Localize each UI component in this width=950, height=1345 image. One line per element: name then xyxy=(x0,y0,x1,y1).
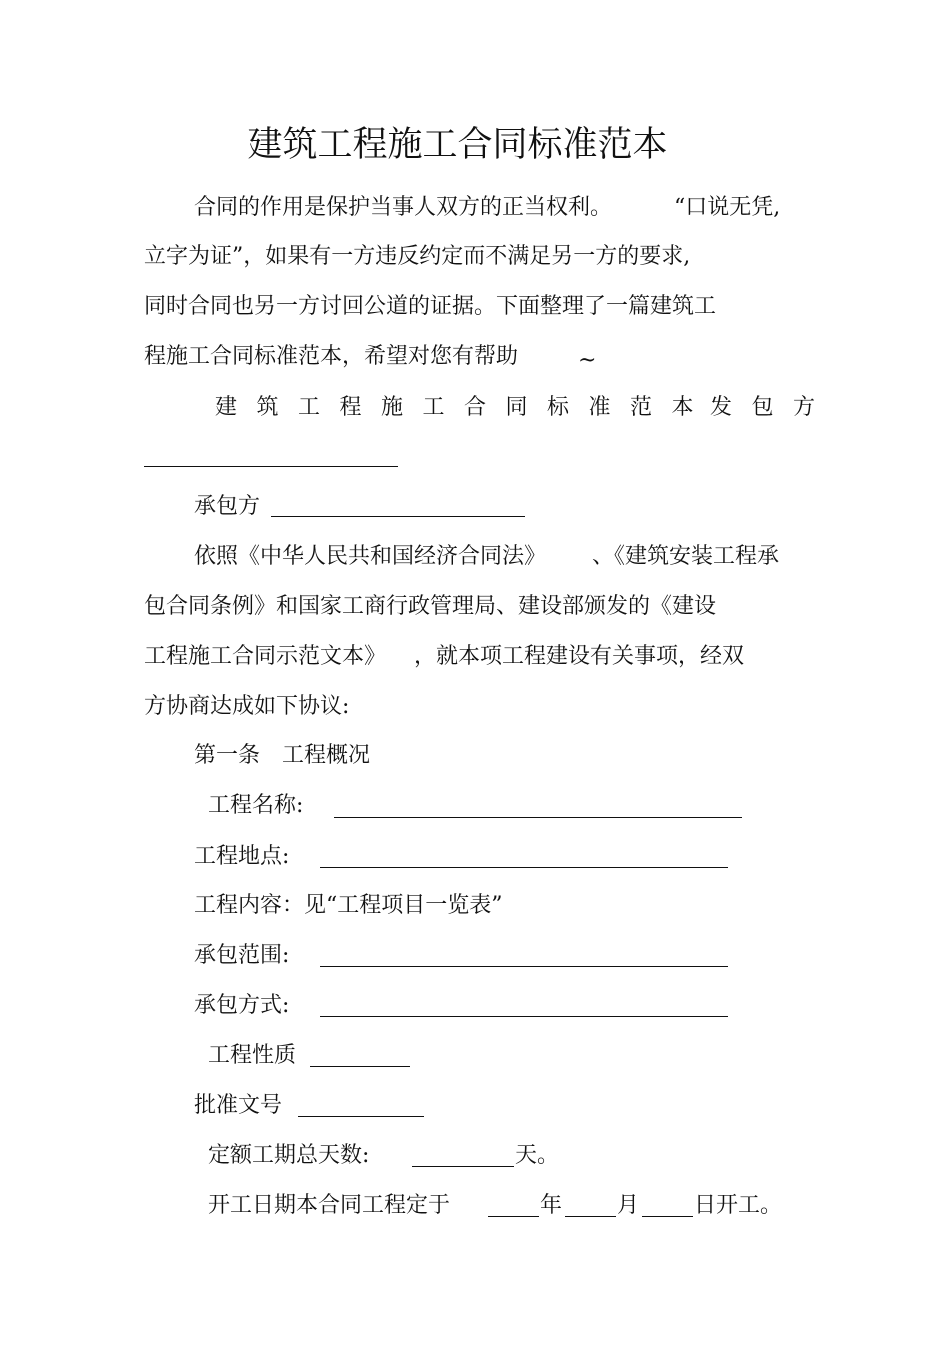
basis-line-3b: ，就本项工程建设有关事项，经双 xyxy=(414,644,745,669)
start-month-blank[interactable] xyxy=(565,1216,616,1217)
party-b-label: 承包方 xyxy=(194,494,261,519)
basis-line-2: 包合同条例》和国家工商行政管理局、建设部颁发的《建设 xyxy=(144,594,717,619)
intro-line-3: 同时合同也另一方讨回公道的证据。下面整理了一篇建筑工 xyxy=(144,294,717,319)
party-b-blank[interactable] xyxy=(271,516,525,517)
intro-line-4a: 程施工合同标准范本，希望对您有帮助 xyxy=(144,344,519,369)
approval-number-blank[interactable] xyxy=(298,1116,424,1117)
start-day-blank[interactable] xyxy=(642,1216,693,1217)
party-a-label: 发包方 xyxy=(710,395,835,420)
project-nature-blank[interactable] xyxy=(310,1066,410,1067)
duration-unit: 天。 xyxy=(515,1143,560,1168)
article-1-heading: 第一条 工程概况 xyxy=(194,743,371,768)
party-a-blank[interactable] xyxy=(144,466,398,467)
project-location-label: 工程地点: xyxy=(194,844,290,869)
start-year-blank[interactable] xyxy=(488,1216,539,1217)
intro-line-2: 立字为证”，如果有一方违反约定而不满足另一方的要求, xyxy=(144,244,691,269)
contract-method-blank[interactable] xyxy=(320,1016,728,1017)
start-month-label: 月 xyxy=(617,1193,640,1218)
basis-line-3a: 工程施工合同示范文本》 xyxy=(144,644,387,669)
duration-label: 定额工期总天数: xyxy=(208,1143,370,1168)
basis-line-1b: 、《建筑安装工程承 xyxy=(592,544,780,569)
project-nature-label: 工程性质 xyxy=(208,1043,297,1068)
intro-line-4b: ~ xyxy=(578,348,597,373)
start-year-label: 年 xyxy=(540,1193,563,1218)
approval-number-label: 批准文号 xyxy=(194,1093,283,1118)
contract-method-label: 承包方式: xyxy=(194,993,290,1018)
start-date-prefix: 开工日期本合同工程定于 xyxy=(208,1193,451,1218)
duration-blank[interactable] xyxy=(412,1166,514,1167)
intro-line-1a: 合同的作用是保护当事人双方的正当权利。 xyxy=(194,195,613,220)
project-name-label: 工程名称: xyxy=(208,793,304,818)
contract-scope-label: 承包范围: xyxy=(194,943,290,968)
basis-line-4: 方协商达成如下协议: xyxy=(144,694,350,719)
intro-line-1b: “口说无凭, xyxy=(674,195,781,220)
contract-scope-blank[interactable] xyxy=(320,966,728,967)
heading-repeat: 建筑工程施工合同标准范本 xyxy=(215,395,714,420)
basis-line-1a: 依照《中华人民共和国经济合同法》 xyxy=(194,544,547,569)
project-location-blank[interactable] xyxy=(320,867,728,868)
project-name-blank[interactable] xyxy=(334,817,742,818)
start-day-label: 日开工。 xyxy=(694,1193,783,1218)
project-content: 工程内容：见“工程项目一览表” xyxy=(194,893,503,918)
document-title: 建筑工程施工合同标准范本 xyxy=(247,125,668,165)
